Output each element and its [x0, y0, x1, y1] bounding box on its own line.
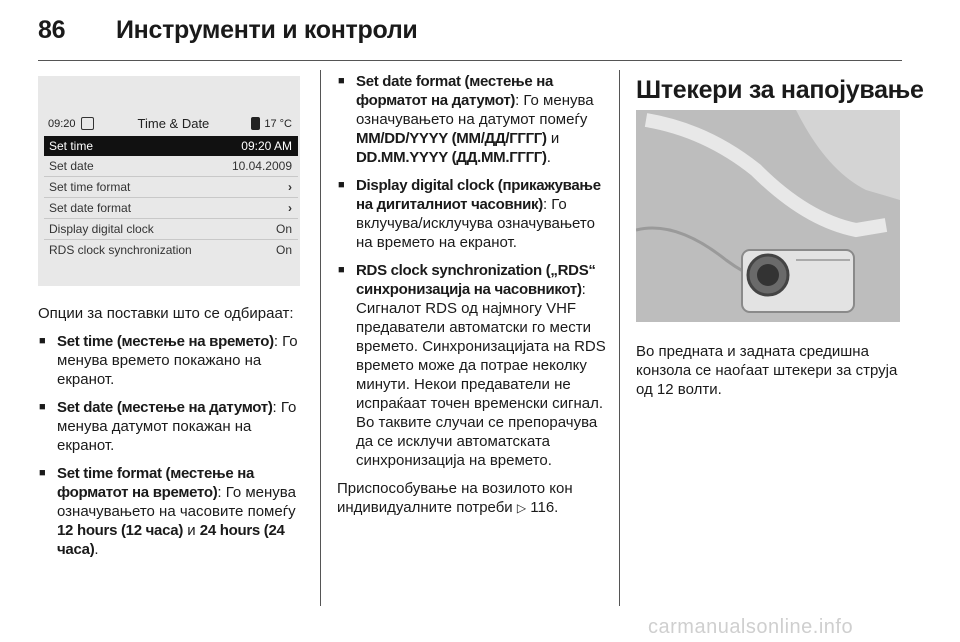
clock-icon: [81, 117, 94, 130]
power-outlet-illustration: [636, 110, 900, 322]
header-rule: [38, 60, 902, 61]
column-divider-1: [320, 70, 321, 606]
menu-row-set-time-format: Set time format ›: [44, 177, 298, 198]
screen-menu-list: [44, 136, 298, 260]
power-outlet-photo: [636, 110, 900, 322]
column-divider-2: [619, 70, 620, 606]
column-1-text: [38, 304, 308, 559]
menu-row-rds-clock-sync: RDS clock synchronization On: [49, 243, 292, 257]
menu-row-set-date: Set date 10.04.2009: [44, 156, 298, 177]
page-header: [38, 16, 417, 45]
watermark: carmanualsonline.info: [648, 616, 854, 638]
outro-paragraph: Приспособување на возилото кон индивидуалните потреби ▷ 116.: [337, 480, 573, 516]
phone-icon: [251, 117, 260, 130]
page-number: 86: [38, 16, 66, 44]
bullet-set-date-format: ■ Set date format (местење на форматот на датумот): Го менува означувањето на датумот помеѓу MM/DD/YYYY (ММ/ДД/ГГГГ) и DD.MM.YYYY (ДД.ММ.ГГГГ).: [337, 72, 609, 167]
column-2-text: [337, 72, 609, 518]
menu-row-set-date-format: Set date format ›: [44, 198, 298, 219]
screen-title: Time & Date: [137, 116, 210, 131]
bullet-set-date: ■ Set date (местење на датумот): Го менува датумот покажан на екранот.: [38, 398, 308, 455]
screen-status-bar: [48, 116, 292, 131]
menu-row-set-time: Set time 09:20 AM: [44, 136, 298, 156]
page-title: Инструменти и контроли: [116, 16, 418, 44]
screen-time: 09:20: [48, 117, 76, 130]
bullet-set-time-format: ■ Set time format (местење на форматот на времето): Го менува означувањето на часовите помеѓу 12 hours (12 часа) и 24 hours (24 часа).: [38, 464, 308, 559]
menu-row-display-digital-clock: Display digital clock On: [44, 219, 298, 240]
section-body-text: Во предната и задната средишна конзола се наоѓаат штекери за струја од 12 волти.: [636, 343, 898, 398]
display-screen-illustration: [38, 76, 300, 286]
bullet-set-time: ■ Set time (местење на времето): Го менува времето покажано на екранот.: [38, 332, 308, 389]
bullet-display-digital-clock: ■ Display digital clock (прикажување на дигиталниот часовник): Го вклучува/исклучува означувањето на времето на екранот.: [337, 176, 609, 252]
section-heading: Штекери за напојување: [636, 76, 924, 104]
page-reference-arrow-icon: ▷: [516, 501, 527, 515]
intro-paragraph: Опции за поставки што се одбираат:: [38, 305, 294, 322]
screen-temperature: 17 °C: [264, 117, 292, 130]
bullet-rds-clock-sync: ■ RDS clock synchronization („RDS“ синхронизација на часовникот): Сигналот RDS од најмногу VHF предаватели автоматски го мести времето. Синхронизацијата на RDS времето може да потрае неколку минути. Некои предаватели не испраќаат точен временски сигнал. Во таквите случаи се препорачува да се исклучи автоматската синхронизација на времето.: [337, 261, 609, 470]
